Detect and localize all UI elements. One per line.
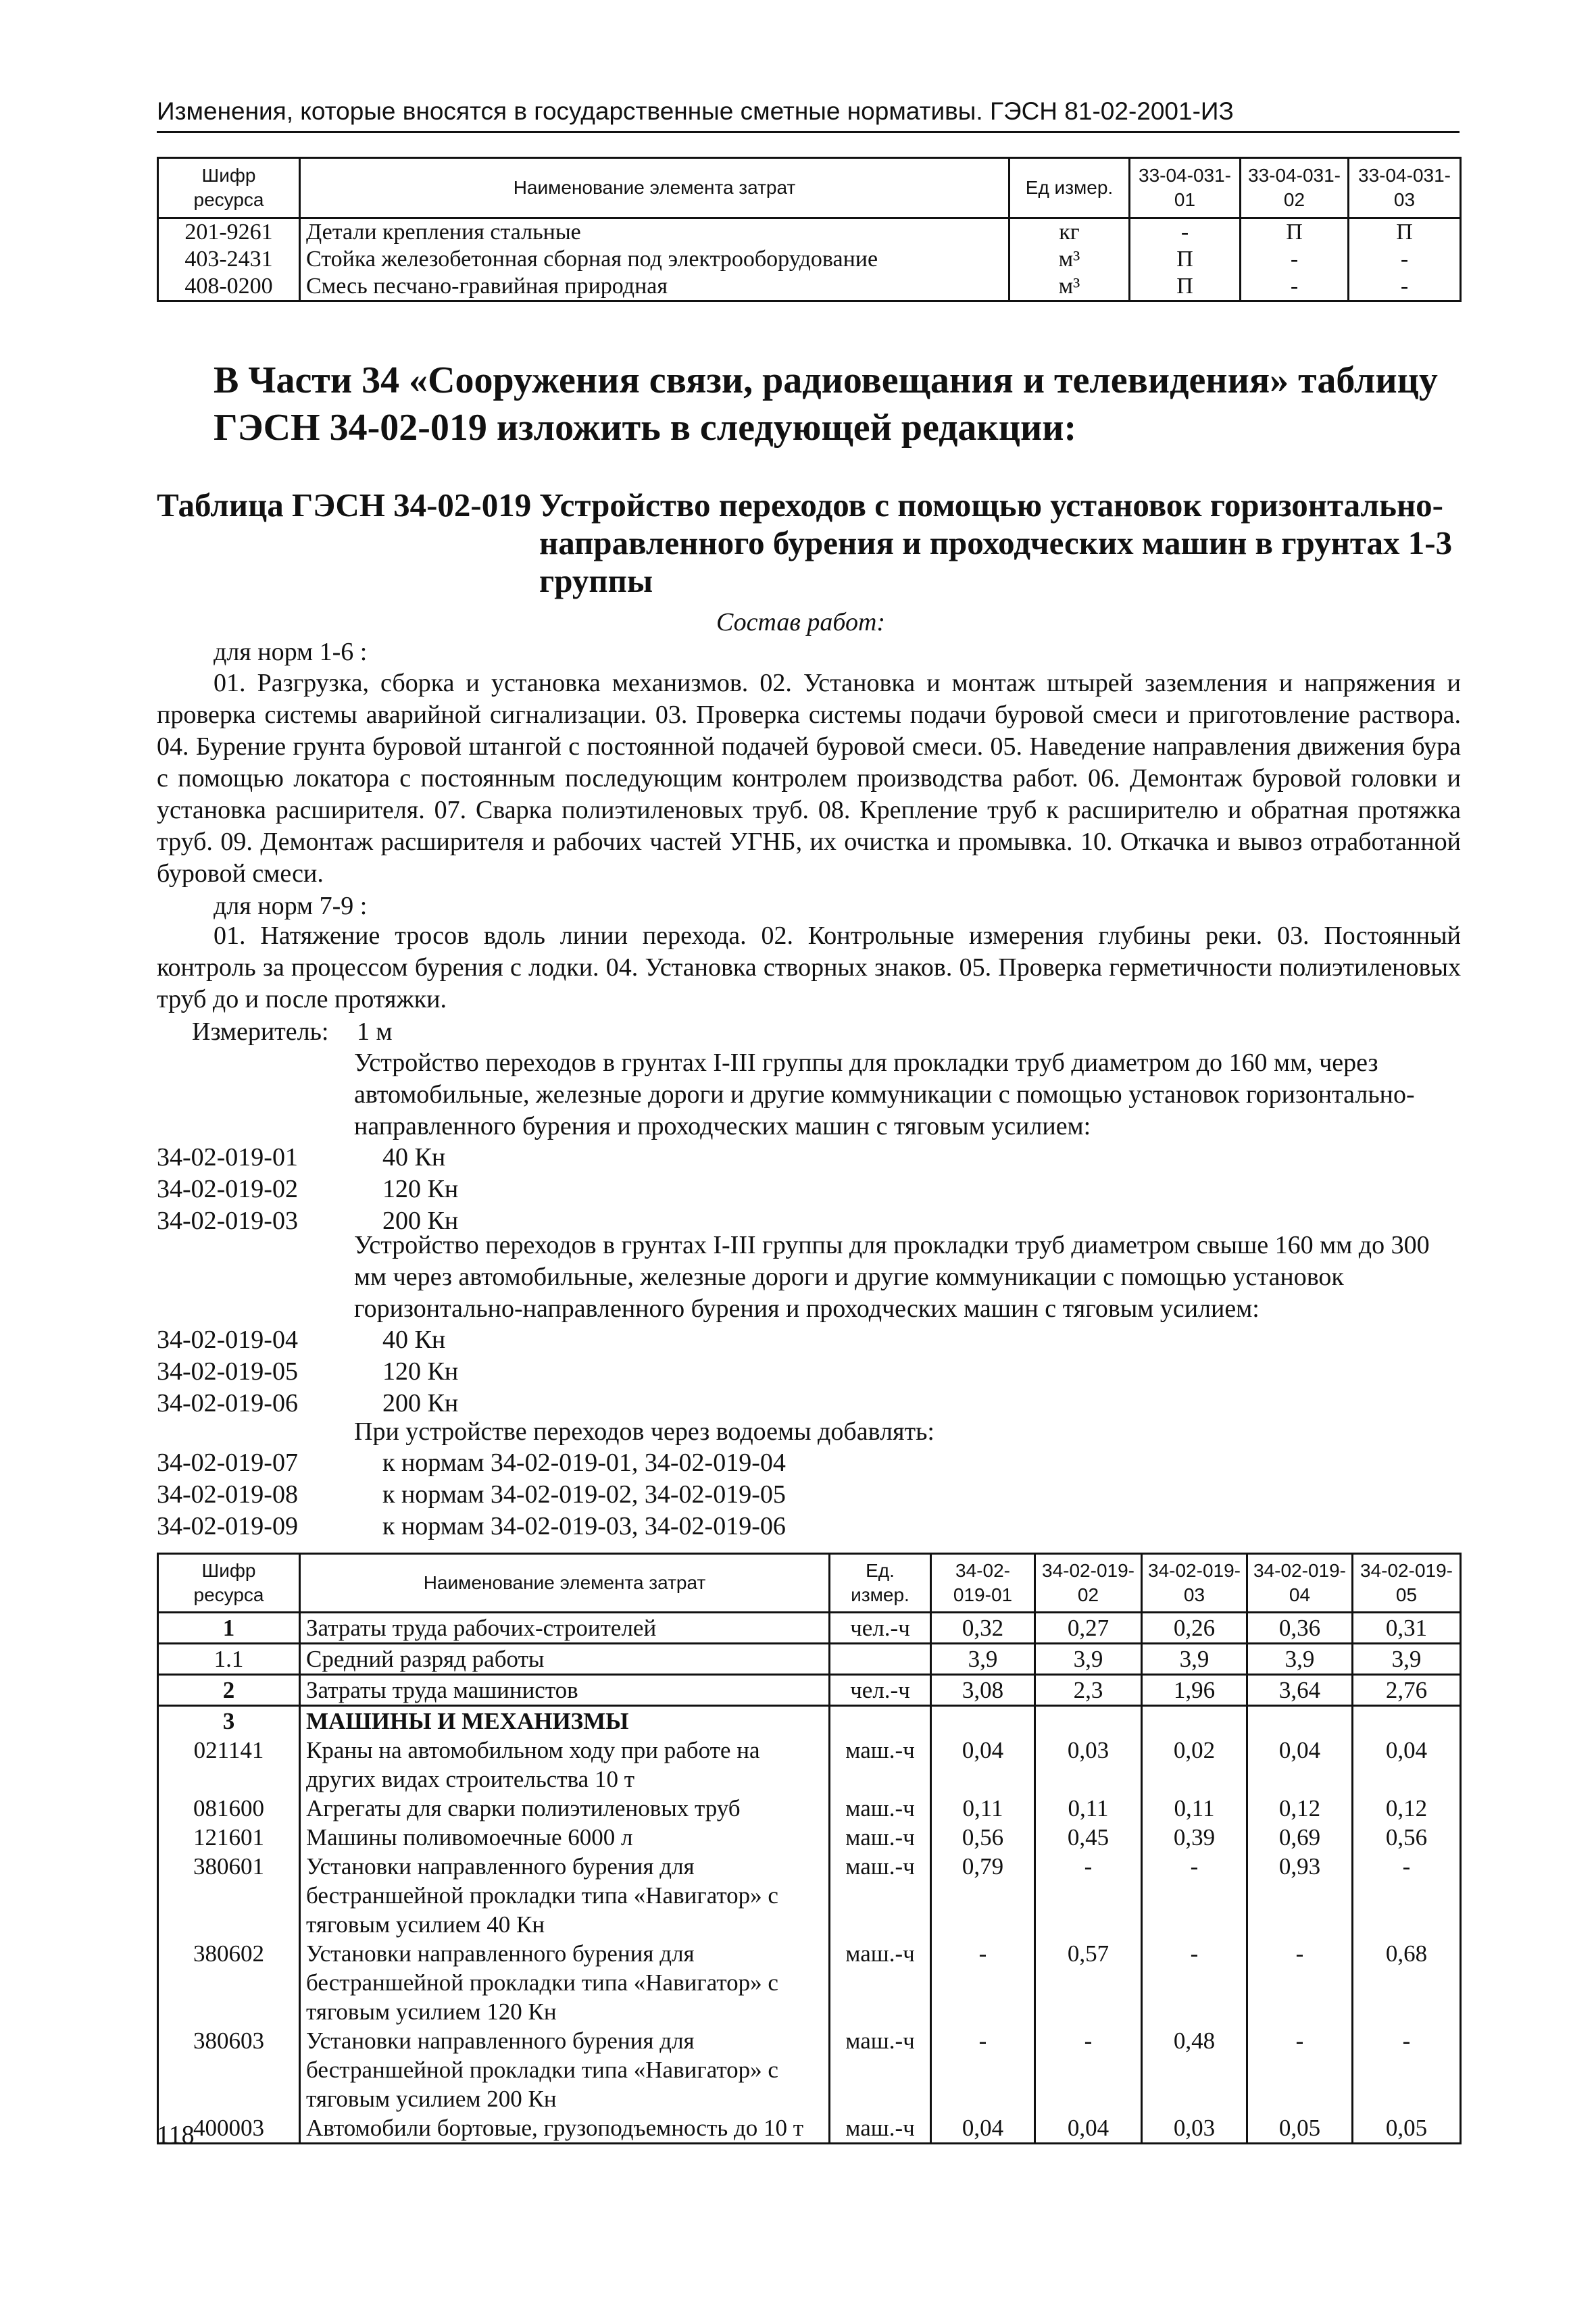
norm-value: 0,05 bbox=[1353, 2113, 1461, 2144]
unit-of-measure: чел.-ч bbox=[830, 1675, 931, 1706]
column-header: Ед измер. bbox=[1009, 158, 1130, 218]
header-rule bbox=[157, 131, 1460, 133]
norm-value: 0,39 bbox=[1142, 1823, 1247, 1852]
norm-value: 3,08 bbox=[931, 1675, 1035, 1706]
norm-value: 1,96 bbox=[1142, 1675, 1247, 1706]
norm-value: П bbox=[1130, 246, 1241, 273]
norm-value: 3,9 bbox=[1142, 1644, 1247, 1675]
works-group2-text: 01. Натяжение тросов вдоль линии перехода. 02. Контрольные измерения глубины реки. 03. Постоянный контроль за процессом бурения с лодки. 04. Установка створных знаков. 05. Проверка герметичности полиэтиленовых труб до и после протяжки. bbox=[157, 922, 1461, 1013]
resource-code: 380602 bbox=[158, 1939, 300, 2026]
norm-value: - bbox=[1353, 2026, 1461, 2113]
table-row bbox=[158, 2113, 1461, 2144]
norm-code: 34-02-019-09 bbox=[157, 1512, 298, 1540]
works-group2-label: для норм 7-9 : bbox=[214, 892, 368, 920]
norm-code: 34-02-019-02 bbox=[157, 1175, 298, 1203]
norm-value: - bbox=[1353, 1852, 1461, 1939]
norm-value: к нормам 34-02-019-03, 34-02-019-06 bbox=[382, 1512, 786, 1540]
part-34-heading: В Части 34 «Сооружения связи, радиовещания и телевидения» таблицу ГЭСН 34-02-019 изложить в следующей редакции: bbox=[214, 359, 1438, 449]
cost-element-name: Машины поливомоечные 6000 л bbox=[300, 1823, 830, 1852]
norm-value bbox=[1142, 1706, 1247, 1736]
norm-value: 0,56 bbox=[1353, 1823, 1461, 1852]
table-row bbox=[158, 1644, 1461, 1675]
norm-value: - bbox=[931, 1939, 1035, 2026]
norm-value: П bbox=[1241, 218, 1349, 247]
table-row bbox=[158, 2026, 1461, 2113]
cost-element-name: Установки направленного бурения для бестраншейной прокладки типа «Навигатор» с тяговым усилием 120 Кн bbox=[300, 1939, 830, 2026]
norm-value: - bbox=[1349, 273, 1461, 301]
unit-of-measure: маш.-ч bbox=[830, 2026, 931, 2113]
column-header: Ед. измер. bbox=[830, 1554, 931, 1613]
table-row bbox=[158, 218, 1461, 247]
works-caption: Состав работ: bbox=[716, 608, 886, 636]
resource-code: 400003 bbox=[158, 2113, 300, 2144]
norm-value: 3,64 bbox=[1247, 1675, 1353, 1706]
norm-value: 0,36 bbox=[1247, 1613, 1353, 1644]
table-row bbox=[158, 1939, 1461, 2026]
cost-element-name: Затраты труда рабочих-строителей bbox=[300, 1613, 830, 1644]
norm-value: - bbox=[1130, 218, 1241, 247]
norm-value: 0,11 bbox=[931, 1794, 1035, 1823]
norm-value: 0,26 bbox=[1142, 1613, 1247, 1644]
norm-value: 0,27 bbox=[1035, 1613, 1142, 1644]
cost-element-name: Смесь песчано-гравийная природная bbox=[300, 273, 1009, 301]
table-row bbox=[158, 1706, 1461, 1736]
unit-of-measure bbox=[830, 1706, 931, 1736]
column-header: 33-04-031-03 bbox=[1349, 158, 1461, 218]
works-group1-text: 01. Разгрузка, сборка и установка механизмов. 02. Установка и монтаж штырей заземления и напряжения и проверка системы аварийной сигнализации. 03. Проверка системы подачи буровой смеси и приготовление раствора. 04. Бурение грунта буровой штангой с постоянной подачей буровой смеси. 05. Наведение направления движения бура с помощью локатора с постоянным последующим контролем производства работ. 06. Демонтаж буровой головки и установка расширителя. 07. Сварка полиэтиленовых труб. 08. Крепление труб к расширителю и обратная протяжка труб. 09. Демонтаж расширителя и рабочих частей УГНБ, их очистка и промывка. 10. Откачка и вывоз отработанной буровой смеси. bbox=[157, 669, 1461, 888]
norm-value: П bbox=[1349, 218, 1461, 247]
norm-value: 40 Кн bbox=[382, 1326, 446, 1354]
norm-value: 0,04 bbox=[1035, 2113, 1142, 2144]
norm-code: 34-02-019-05 bbox=[157, 1357, 298, 1386]
table-header-row bbox=[158, 1554, 1461, 1613]
norm-value: 3,9 bbox=[1247, 1644, 1353, 1675]
measure-value: 1 м bbox=[357, 1017, 393, 1046]
norm-value: 0,93 bbox=[1247, 1852, 1353, 1939]
running-header: Изменения, которые вносятся в государственные сметные нормативы. ГЭСН 81-02-2001-ИЗ bbox=[157, 97, 1234, 125]
norm-value: 0,04 bbox=[1247, 1736, 1353, 1794]
norm-value: 0,04 bbox=[1353, 1736, 1461, 1794]
column-header: Наименование элемента затрат bbox=[300, 158, 1009, 218]
unit-of-measure: м³ bbox=[1009, 273, 1130, 301]
norm-value: 0,69 bbox=[1247, 1823, 1353, 1852]
table-row bbox=[158, 1736, 1461, 1794]
cost-element-name: Детали крепления стальные bbox=[300, 218, 1009, 247]
table-row bbox=[158, 246, 1461, 273]
norm-value: 0,12 bbox=[1247, 1794, 1353, 1823]
resource-code: 121601 bbox=[158, 1823, 300, 1852]
resource-table-34-02-019 bbox=[157, 1553, 1462, 2144]
norm-value: 40 Кн bbox=[382, 1143, 446, 1172]
unit-of-measure: м³ bbox=[1009, 246, 1130, 273]
norm-value: 0,11 bbox=[1035, 1794, 1142, 1823]
cost-element-name: Затраты труда машинистов bbox=[300, 1675, 830, 1706]
table-row bbox=[158, 1613, 1461, 1644]
table-row bbox=[158, 273, 1461, 301]
norm-value: - bbox=[1035, 2026, 1142, 2113]
resource-code: 2 bbox=[158, 1675, 300, 1706]
norm-value: - bbox=[1241, 273, 1349, 301]
resource-code: 380603 bbox=[158, 2026, 300, 2113]
norm-code: 34-02-019-04 bbox=[157, 1326, 298, 1354]
norm-value: 0,02 bbox=[1142, 1736, 1247, 1794]
norm-value: 3,9 bbox=[931, 1644, 1035, 1675]
norm-code: 34-02-019-08 bbox=[157, 1480, 298, 1509]
resource-code: 408-0200 bbox=[158, 273, 300, 301]
resource-code: 1 bbox=[158, 1613, 300, 1644]
resource-code: 403-2431 bbox=[158, 246, 300, 273]
norm-value bbox=[1035, 1706, 1142, 1736]
column-header: 34-02-019-03 bbox=[1142, 1554, 1247, 1613]
norm-value bbox=[1247, 1706, 1353, 1736]
norm-value: 200 Кн bbox=[382, 1207, 459, 1235]
norm-value: 0,05 bbox=[1247, 2113, 1353, 2144]
table-header-row bbox=[158, 158, 1461, 218]
cost-element-name: Средний разряд работы bbox=[300, 1644, 830, 1675]
norm-value: П bbox=[1130, 273, 1241, 301]
norm-value: 3,9 bbox=[1353, 1644, 1461, 1675]
norm-value: 0,45 bbox=[1035, 1823, 1142, 1852]
norm-value: 0,03 bbox=[1035, 1736, 1142, 1794]
norm-value: 0,04 bbox=[931, 1736, 1035, 1794]
cost-element-name: Краны на автомобильном ходу при работе на других видах строительства 10 т bbox=[300, 1736, 830, 1794]
norm-value: к нормам 34-02-019-01, 34-02-019-04 bbox=[382, 1449, 786, 1477]
norm-code: 34-02-019-06 bbox=[157, 1389, 298, 1417]
table-row bbox=[158, 1823, 1461, 1852]
unit-of-measure: чел.-ч bbox=[830, 1613, 931, 1644]
norm-value: 0,11 bbox=[1142, 1794, 1247, 1823]
norm-value: - bbox=[1142, 1852, 1247, 1939]
column-header: 34-02-019-01 bbox=[931, 1554, 1035, 1613]
norm-value: 0,56 bbox=[931, 1823, 1035, 1852]
column-header: 33-04-031-02 bbox=[1241, 158, 1349, 218]
norm-value: 0,68 bbox=[1353, 1939, 1461, 2026]
resource-code: 201-9261 bbox=[158, 218, 300, 247]
norm-value: - bbox=[1349, 246, 1461, 273]
unit-of-measure: маш.-ч bbox=[830, 1823, 931, 1852]
table-title-code: Таблица ГЭСН 34-02-019 bbox=[157, 486, 532, 524]
column-header: 33-04-031-01 bbox=[1130, 158, 1241, 218]
column-header: Шифр ресурса bbox=[158, 1554, 300, 1613]
norm-value: 0,57 bbox=[1035, 1939, 1142, 2026]
norm-value: - bbox=[1247, 1939, 1353, 2026]
norms-description-3: При устройстве переходов через водоемы добавлять: bbox=[354, 1417, 934, 1446]
norms-description-1: Устройство переходов в грунтах I-III группы для прокладки труб диаметром до 160 мм, через автомобильные, железные дороги и другие коммуникации с помощью установок горизонтально-направленного бурения и проходческих машин с тяговым усилием: bbox=[354, 1049, 1415, 1140]
norm-value bbox=[1353, 1706, 1461, 1736]
norm-value: - bbox=[1247, 2026, 1353, 2113]
norm-value: 2,76 bbox=[1353, 1675, 1461, 1706]
unit-of-measure bbox=[830, 1644, 931, 1675]
unit-of-measure: маш.-ч bbox=[830, 1852, 931, 1939]
norm-value: 0,32 bbox=[931, 1613, 1035, 1644]
measure-label: Измеритель: bbox=[192, 1017, 329, 1046]
norm-value: 0,31 bbox=[1353, 1613, 1461, 1644]
unit-of-measure: кг bbox=[1009, 218, 1130, 247]
column-header: 34-02-019-04 bbox=[1247, 1554, 1353, 1613]
norm-value: 2,3 bbox=[1035, 1675, 1142, 1706]
table-row bbox=[158, 1675, 1461, 1706]
norm-value: 200 Кн bbox=[382, 1389, 459, 1417]
norm-value: 120 Кн bbox=[382, 1357, 459, 1386]
unit-of-measure: маш.-ч bbox=[830, 2113, 931, 2144]
norm-code: 34-02-019-01 bbox=[157, 1143, 298, 1172]
cost-element-name: МАШИНЫ И МЕХАНИЗМЫ bbox=[300, 1706, 830, 1736]
column-header: Наименование элемента затрат bbox=[300, 1554, 830, 1613]
works-group1-label: для норм 1-6 : bbox=[214, 638, 368, 666]
resource-code: 3 bbox=[158, 1706, 300, 1736]
table-title-name: Устройство переходов с помощью установок горизонтально-направленного бурения и проходческих машин в грунтах 1-3 группы bbox=[539, 486, 1453, 599]
unit-of-measure: маш.-ч bbox=[830, 1939, 931, 2026]
norm-value: 0,04 bbox=[931, 2113, 1035, 2144]
norm-value: 3,9 bbox=[1035, 1644, 1142, 1675]
cost-element-name: Установки направленного бурения для бестраншейной прокладки типа «Навигатор» с тяговым усилием 40 Кн bbox=[300, 1852, 830, 1939]
norm-value: 0,48 bbox=[1142, 2026, 1247, 2113]
unit-of-measure: маш.-ч bbox=[830, 1794, 931, 1823]
norm-value: - bbox=[1035, 1852, 1142, 1939]
unit-of-measure: маш.-ч bbox=[830, 1736, 931, 1794]
norm-code: 34-02-019-03 bbox=[157, 1207, 298, 1235]
column-header: 34-02-019-02 bbox=[1035, 1554, 1142, 1613]
cost-element-name: Стойка железобетонная сборная под электрооборудование bbox=[300, 246, 1009, 273]
cost-element-name: Агрегаты для сварки полиэтиленовых труб bbox=[300, 1794, 830, 1823]
column-header: Шифр ресурса bbox=[158, 158, 300, 218]
resource-code: 021141 bbox=[158, 1736, 300, 1794]
norm-value bbox=[931, 1706, 1035, 1736]
norm-value: - bbox=[1241, 246, 1349, 273]
norms-description-2: Устройство переходов в грунтах I-III группы для прокладки труб диаметром свыше 160 мм до 300 мм через автомобильные, железные дороги и другие коммуникации с помощью установок горизонтально-направленного бурения и проходческих машин с тяговым усилием: bbox=[354, 1231, 1430, 1323]
resource-code: 1.1 bbox=[158, 1644, 300, 1675]
norm-value: к нормам 34-02-019-02, 34-02-019-05 bbox=[382, 1480, 786, 1509]
table-row bbox=[158, 1852, 1461, 1939]
page-number: 118 bbox=[157, 2121, 195, 2149]
norm-value: 0,03 bbox=[1142, 2113, 1247, 2144]
norm-value: 120 Кн bbox=[382, 1175, 459, 1203]
resource-table-33-04-031 bbox=[157, 157, 1462, 302]
norm-value: - bbox=[931, 2026, 1035, 2113]
column-header: 34-02-019-05 bbox=[1353, 1554, 1461, 1613]
resource-code: 081600 bbox=[158, 1794, 300, 1823]
norm-value: 0,12 bbox=[1353, 1794, 1461, 1823]
cost-element-name: Автомобили бортовые, грузоподъемность до 10 т bbox=[300, 2113, 830, 2144]
norm-code: 34-02-019-07 bbox=[157, 1449, 298, 1477]
resource-code: 380601 bbox=[158, 1852, 300, 1939]
table-row bbox=[158, 1794, 1461, 1823]
norm-value: 0,79 bbox=[931, 1852, 1035, 1939]
norm-value: - bbox=[1142, 1939, 1247, 2026]
cost-element-name: Установки направленного бурения для бестраншейной прокладки типа «Навигатор» с тяговым усилием 200 Кн bbox=[300, 2026, 830, 2113]
